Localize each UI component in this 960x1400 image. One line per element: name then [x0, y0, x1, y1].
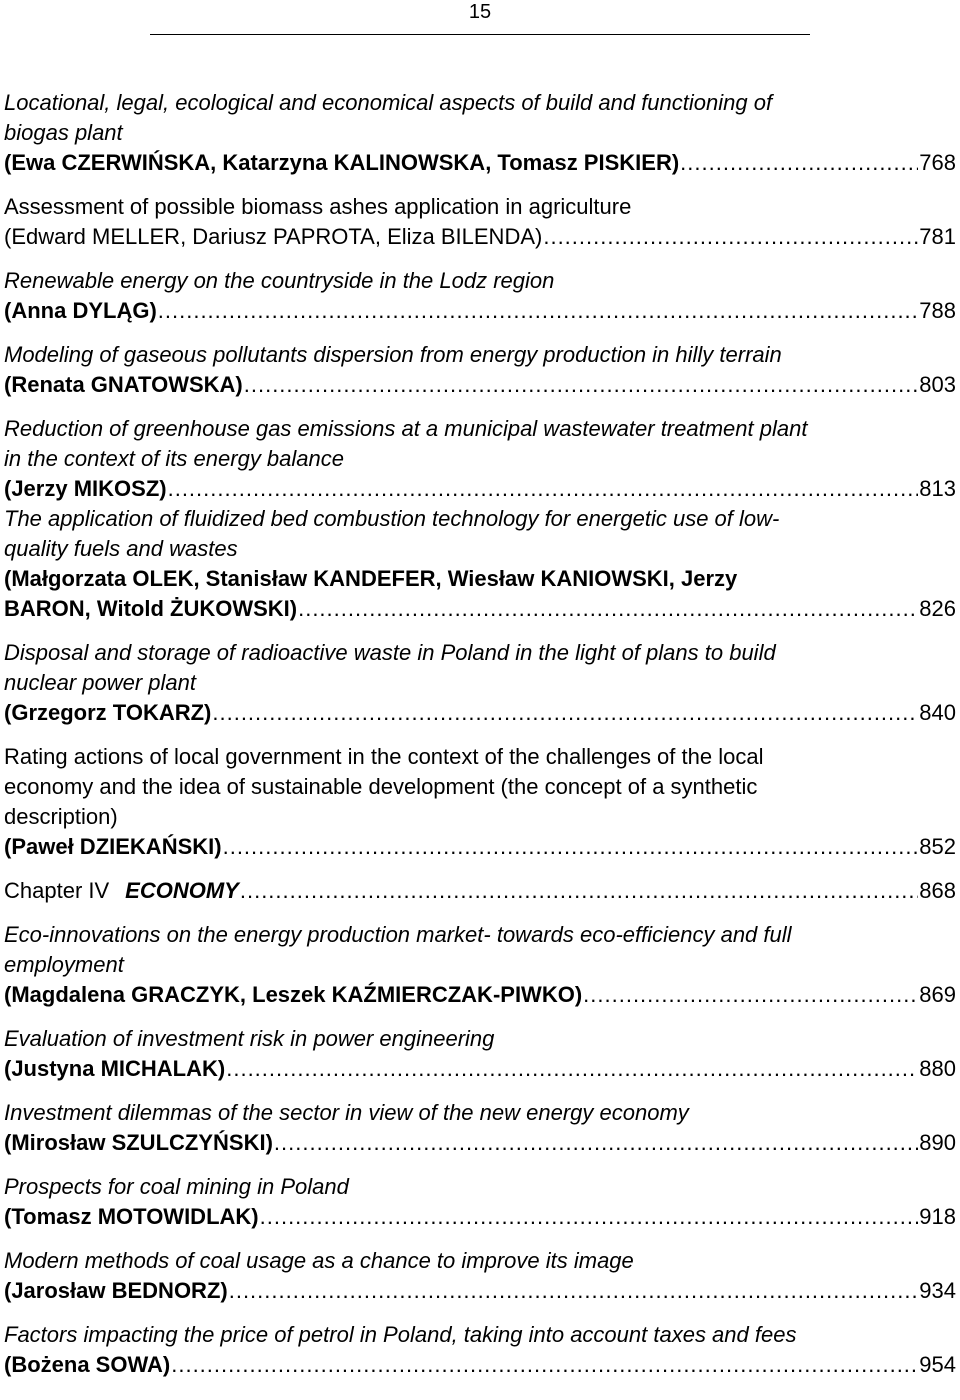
toc-entry — [4, 742, 956, 862]
entry-page-number: 840 — [919, 700, 956, 725]
entry-title-line: Disposal and storage of radioactive waste in Poland in the light of plans to build — [4, 640, 776, 665]
toc-entry — [4, 266, 956, 326]
entry-authors: (Paweł DZIEKAŃSKI) — [4, 834, 222, 859]
entry-page-number: 868 — [919, 878, 956, 903]
toc-entry — [4, 1246, 956, 1306]
entry-authors: (Magdalena GRACZYK, Leszek KAŹMIERCZAK-PIWKO) — [4, 982, 583, 1007]
chapter-leader-line — [4, 876, 956, 906]
page-number: 15 — [468, 1, 492, 23]
entry-leader-line — [4, 980, 956, 1010]
entry-title-line: quality fuels and wastes — [4, 536, 238, 561]
toc-entry — [4, 192, 956, 252]
entry-title-line: Renewable energy on the countryside in the Lodz region — [4, 268, 555, 293]
entry-title-line: Evaluation of investment risk in power engineering — [4, 1026, 495, 1051]
entry-page-number: 869 — [919, 982, 956, 1007]
entry-page-number: 934 — [919, 1278, 956, 1303]
entry-page-number: 803 — [919, 372, 956, 397]
entry-title-line: Assessment of possible biomass ashes application in agriculture — [4, 194, 632, 219]
entry-title-line: in the context of its energy balance — [4, 446, 344, 471]
entry-title-line: nuclear power plant — [4, 670, 197, 695]
dot-leader — [171, 1350, 918, 1380]
dot-leader — [583, 980, 918, 1010]
entry-title-line: economy and the idea of sustainable development (the concept of a synthetic — [4, 774, 758, 799]
entry-title-line: description) — [4, 804, 118, 829]
entry-authors: (Jerzy MIKOSZ) — [4, 476, 167, 501]
entry-page-number: 788 — [919, 298, 956, 323]
dot-leader — [223, 832, 919, 862]
entry-title-line: Factors impacting the price of petrol in Poland, taking into account taxes and fees — [4, 1322, 797, 1347]
dot-leader — [244, 370, 919, 400]
entry-title-line: Locational, legal, ecological and economical aspects of build and functioning of — [4, 90, 773, 115]
toc-entry — [4, 414, 956, 504]
entry-authors: BARON, Witold ŻUKOWSKI) — [4, 596, 298, 621]
header-rule — [150, 34, 810, 35]
chapter-name: ECONOMY — [125, 878, 239, 903]
entry-leader-line — [4, 1276, 956, 1306]
entry-authors: (Ewa CZERWIŃSKA, Katarzyna KALINOWSKA, Tomasz PISKIER) — [4, 150, 680, 175]
entry-leader-line — [4, 474, 956, 504]
chapter-label: Chapter IV — [4, 878, 110, 903]
entry-authors: (Anna DYLĄG) — [4, 298, 157, 323]
toc-entry — [4, 638, 956, 728]
dot-leader — [212, 698, 918, 728]
entry-page-number: 890 — [919, 1130, 956, 1155]
entry-page-number: 813 — [919, 476, 956, 501]
table-of-contents — [4, 88, 956, 1394]
entry-authors-line: (Małgorzata OLEK, Stanisław KANDEFER, Wiesław KANIOWSKI, Jerzy — [4, 566, 738, 591]
entry-authors: (Tomasz MOTOWIDLAK) — [4, 1204, 259, 1229]
toc-entry — [4, 340, 956, 400]
dot-leader — [274, 1128, 918, 1158]
entry-authors: (Justyna MICHALAK) — [4, 1056, 226, 1081]
entry-title-line: biogas plant — [4, 120, 123, 145]
toc-entry — [4, 1098, 956, 1158]
toc-entry — [4, 1172, 956, 1232]
toc-entry — [4, 504, 956, 624]
entry-leader-line — [4, 296, 956, 326]
entry-page-number: 880 — [919, 1056, 956, 1081]
toc-chapter-entry — [4, 876, 956, 906]
entry-title-line: Modern methods of coal usage as a chance to improve its image — [4, 1248, 634, 1273]
entry-title-line: Reduction of greenhouse gas emissions at a municipal wastewater treatment plant — [4, 416, 808, 441]
entry-leader-line — [4, 1128, 956, 1158]
entry-authors: (Jarosław BEDNORZ) — [4, 1278, 228, 1303]
entry-leader-line — [4, 1350, 956, 1380]
entry-leader-line — [4, 370, 956, 400]
entry-authors: (Grzegorz TOKARZ) — [4, 700, 212, 725]
dot-leader — [229, 1276, 919, 1306]
entry-leader-line — [4, 1202, 956, 1232]
entry-leader-line — [4, 698, 956, 728]
entry-page-number: 768 — [919, 150, 956, 175]
entry-page-number: 918 — [919, 1204, 956, 1229]
entry-leader-line — [4, 148, 956, 178]
toc-entry — [4, 920, 956, 1010]
entry-page-number: 781 — [919, 224, 956, 249]
entry-title-line: Investment dilemmas of the sector in view of the new energy economy — [4, 1100, 689, 1125]
entry-leader-line — [4, 1054, 956, 1084]
entry-title-line: Rating actions of local government in the context of the challenges of the local — [4, 744, 764, 769]
dot-leader — [543, 222, 918, 252]
dot-leader — [298, 594, 918, 624]
entry-title-line: The application of fluidized bed combustion technology for energetic use of low- — [4, 506, 780, 531]
entry-authors: (Renata GNATOWSKA) — [4, 372, 243, 397]
dot-leader — [158, 296, 919, 326]
toc-entry — [4, 1320, 956, 1380]
entry-title-line: Eco-innovations on the energy production market- towards eco-efficiency and full — [4, 922, 792, 947]
dot-leader — [680, 148, 918, 178]
dot-leader — [168, 474, 919, 504]
entry-title-line: employment — [4, 952, 124, 977]
toc-entry — [4, 88, 956, 178]
entry-page-number: 954 — [919, 1352, 956, 1377]
entry-leader-line — [4, 222, 956, 252]
entry-page-number: 852 — [919, 834, 956, 859]
toc-entry — [4, 1024, 956, 1084]
dot-leader — [240, 876, 918, 906]
entry-title-line: Prospects for coal mining in Poland — [4, 1174, 349, 1199]
entry-title-line: Modeling of gaseous pollutants dispersion from energy production in hilly terrain — [4, 342, 782, 367]
entry-authors: (Bożena SOWA) — [4, 1352, 171, 1377]
entry-authors: (Mirosław SZULCZYŃSKI) — [4, 1130, 273, 1155]
entry-page-number: 826 — [919, 596, 956, 621]
entry-leader-line — [4, 594, 956, 624]
entry-leader-line — [4, 832, 956, 862]
entry-authors: (Edward MELLER, Dariusz PAPROTA, Eliza BILENDA) — [4, 224, 543, 249]
dot-leader — [260, 1202, 919, 1232]
dot-leader — [226, 1054, 918, 1084]
